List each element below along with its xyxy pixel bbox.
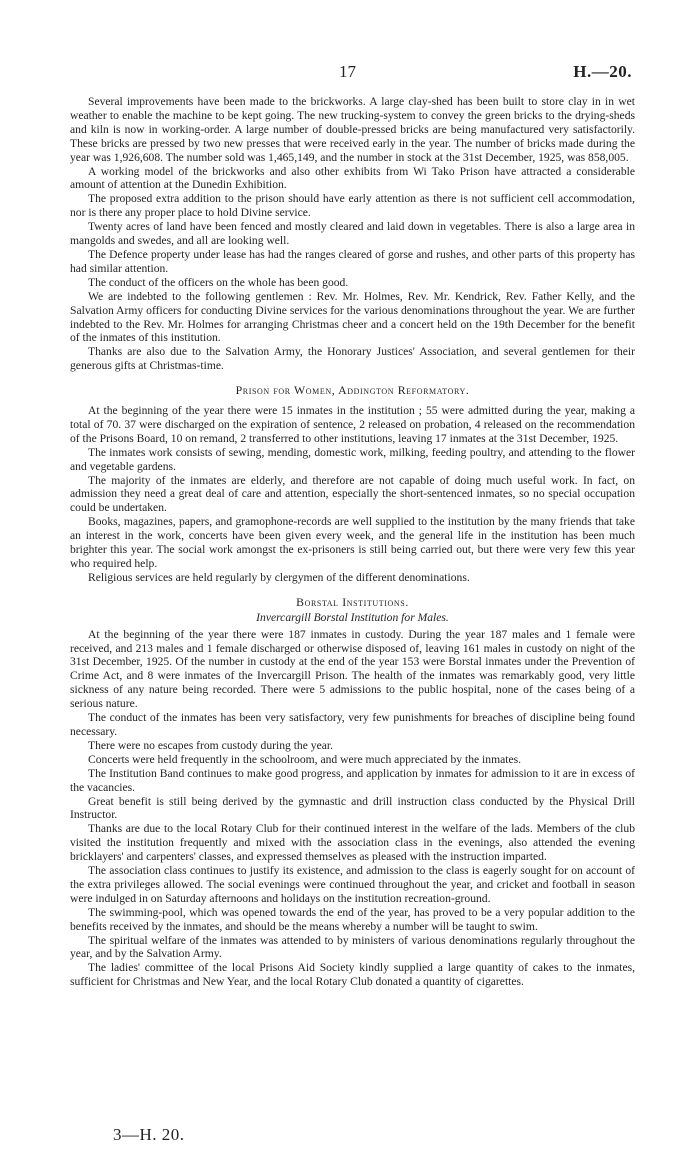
paragraph: At the beginning of the year there were 187 inmates in custody. During the year 187 males and 1 female were received, and 213 males and 1 female discharged or otherwise disposed of, leaving 161 males in custody on night of the 31st December, 1925. Of the number in custody at the end of the year 153 were Borstal inmates under the Prevention of Crime Act, and 8 were inmates of the Invercargill Prison. The health of the inmates was remarkably good, very little sickness of any nature being recorded. There were 5 admissions to the public hospital, none of the cases being of a serious nature.	[70, 627, 635, 711]
wi-tako-section	[70, 95, 635, 373]
paragraph: Several improvements have been made to the brickworks. A large clay-shed has been built to store clay in in wet weather to enable the machine to be kept going. The new trucking-system to convey the green bricks to the drying-sheds and kiln is now in working-order. A large number of double-pressed bricks are being manufactured very satisfactorily. These bricks are pressed by two new presses that were received early in the year. The number of bricks made during the year was 1,926,608. The number sold was 1,465,149, and the number in stock at the 31st December, 1925, was 858,005.	[70, 95, 635, 164]
paragraph: Books, magazines, papers, and gramophone-records are well supplied to the institution by the many friends that take an interest in the work, concerts have been given every week, and the general life in the institution has been much brighter this year. The social work amongst the ex-prisoners is still being carried out, but there were very few this year who required help.	[70, 515, 635, 570]
addington-section	[70, 384, 635, 585]
paragraph: The conduct of the officers on the whole has been good.	[88, 275, 349, 289]
paragraph: A working model of the brickworks and also other exhibits from Wi Tako Prison have attracted a considerable amount of attention at the Dunedin Exhibition.	[70, 164, 635, 192]
paragraph: The spiritual welfare of the inmates was attended to by ministers of various denominations regularly throughout the year, and by the Salvation Army.	[70, 933, 635, 961]
paragraph: Thanks are also due to the Salvation Army, the Honorary Justices' Association, and several gentlemen for their generous gifts at Christmas-time.	[70, 345, 635, 373]
body-text	[70, 95, 635, 989]
paragraph: The majority of the inmates are elderly, and therefore are not capable of doing much useful work. In fact, on admission they need a great deal of care and attention, especially the short-sentenced inmates, so no special occupation could be undertaken.	[70, 473, 635, 515]
paragraph: Twenty acres of land have been fenced and mostly cleared and laid down in vegetables. There is also a large area in mangolds and swedes, and all are looking well.	[70, 220, 635, 248]
paragraph: The conduct of the inmates has been very satisfactory, very few punishments for breaches of discipline being found necessary.	[70, 711, 635, 738]
paragraph: Thanks are due to the local Rotary Club for their continued interest in the welfare of the lads. Members of the club visited the institution frequently and mixed with the association class in the evenings, also attended the evening bricklayers' and carpenters' classes, and expressed themselves as pleased with the instruction imparted.	[70, 822, 635, 864]
page-number: 17	[339, 62, 356, 81]
paragraph: The Institution Band continues to make good progress, and application by inmates for admission to it are in excess of the vacancies.	[70, 766, 635, 794]
paragraph: The proposed extra addition to the prison should have early attention as there is not sufficient cell accommodation, nor is there any proper place to hold Divine service.	[70, 192, 635, 220]
section-heading: Borstal Institutions.	[296, 594, 409, 609]
page-header	[0, 62, 700, 86]
paragraph: At the beginning of the year there were 15 inmates in the institution ; 55 were admitted during the year, making a total of 70. 37 were discharged on the expiration of sentence, 2 released on probation, 4 released on the recommendation of the Prisons Board, 10 on remand, 2 transferred to other institutions, leaving 17 inmates at the 31st December, 1925.	[70, 404, 635, 445]
paragraph: There were no escapes from custody during the year.	[88, 738, 333, 752]
paragraph: The Defence property under lease has had the ranges cleared of gorse and rushes, and other parts of this property has had similar attention.	[70, 247, 635, 275]
paragraph: Religious services are held regularly by clergymen of the different denominations.	[88, 570, 470, 584]
paragraph: Great benefit is still being derived by the gymnastic and drill instruction class conducted by the Physical Drill Instructor.	[70, 794, 635, 822]
paragraph: The ladies' committee of the local Prisons Aid Society kindly supplied a large quantity of cakes to the inmates, sufficient for Christmas and New Year, and the local Rotary Club donated a quantity of cigarettes.	[70, 961, 635, 989]
paragraph: Concerts were held frequently in the schoolroom, and were much appreciated by the inmates.	[88, 752, 522, 766]
paragraph: The swimming-pool, which was opened towards the end of the year, has proved to be a very popular addition to the benefits received by the inmates, and should be the means whereby a number will be taught to swim.	[70, 905, 635, 933]
signature-mark: 3—H. 20.	[113, 1125, 185, 1144]
document-reference: H.—20.	[573, 62, 632, 81]
paragraph: We are indebted to the following gentlemen : Rev. Mr. Holmes, Rev. Mr. Kendrick, Rev. Father Kelly, and the Salvation Army officers for conducting Divine services for the various denominations throughout the year. We are further indebted to the Rev. Mr. Holmes for arranging Christmas cheer and a concert held on the 19th December for the benefit of the inmates of this institution.	[70, 289, 635, 345]
borstal-section	[70, 596, 635, 989]
section-heading: Prison for Women, Addington Reformatory.	[235, 383, 470, 398]
paragraph: The inmates work consists of sewing, mending, domestic work, milking, feeding poultry, and attending to the flower and vegetable gardens.	[70, 445, 635, 473]
section-subheading: Invercargill Borstal Institution for Males.	[256, 610, 449, 624]
paragraph: The association class continues to justify its existence, and admission to the class is eagerly sought for on account of the extra privileges allowed. The social evenings were continued throughout the year, and cricket and football in season were indulged in on Saturday afternoons and holidays on the institution recreation-ground.	[70, 864, 635, 905]
